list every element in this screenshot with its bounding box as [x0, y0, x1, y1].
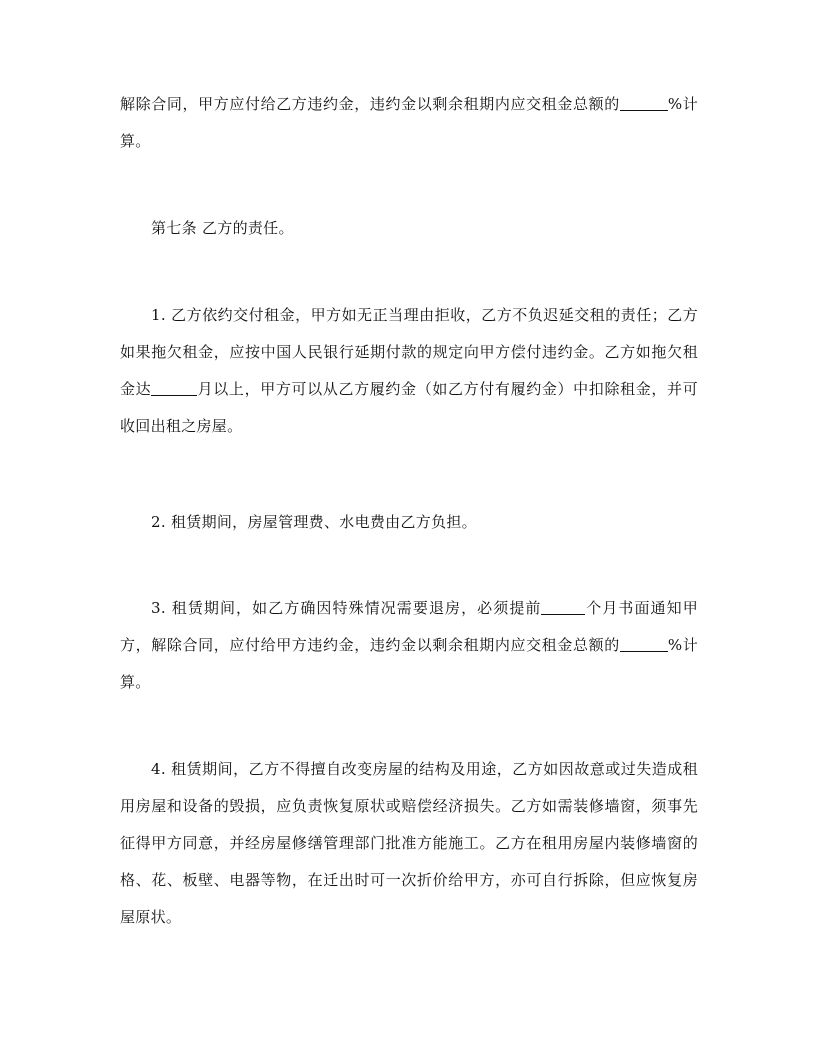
clause-text: 1. 乙方依约交付租金，甲方如无正当理由拒收，乙方不负迟延交租的责任；乙方如果拖欠租金，应按中国人民银行延期付款的规定向甲方偿付违约金。乙方如拖欠租金达 [120, 306, 698, 398]
blank-field [620, 635, 668, 652]
clause-text: 个月书面通知甲方，解除合同，应付给甲方违约金，违约金以剩余租期内应交租金总额的 [120, 599, 698, 654]
paragraph-continuation [120, 86, 698, 160]
clause-text: 4. 租赁期间，乙方不得擅自改变房屋的结构及用途，乙方如因故意或过失造成租用房屋和设备的毁损，应负责恢复原状或赔偿经济损失。乙方如需装修墙窗，须事先征得甲方同意，并经房屋修缮管理部门批准方能施工。乙方在租用房屋内装修墙窗的格、花、板壁、电器等物，在迁出时可一次折价给甲方，亦可自行拆除，但应恢复房屋原状。 [120, 760, 698, 926]
article-7-heading [120, 210, 698, 247]
blank-field [620, 94, 668, 111]
clause-text: 月以上，甲方可以从乙方履约金（如乙方付有履约金）中扣除租金，并可收回出租之房屋。 [120, 380, 698, 435]
clause-text: %计算。 [120, 636, 699, 691]
blank-field [541, 598, 585, 615]
clause-item-1 [120, 297, 698, 445]
paragraph-text: %计算。 [120, 95, 699, 150]
paragraph-text: 解除合同，甲方应付给乙方违约金，违约金以剩余租期内应交租金总额的 [120, 95, 620, 113]
clause-item-3 [120, 590, 698, 701]
clause-item-4 [120, 751, 698, 936]
heading-text: 第七条 乙方的责任。 [151, 219, 294, 237]
clause-text: 2. 租赁期间，房屋管理费、水电费由乙方负担。 [151, 513, 477, 531]
clause-item-2 [120, 504, 698, 541]
blank-field [151, 379, 197, 396]
clause-text: 3. 租赁期间，如乙方确因特殊情况需要退房，必须提前 [151, 599, 542, 617]
